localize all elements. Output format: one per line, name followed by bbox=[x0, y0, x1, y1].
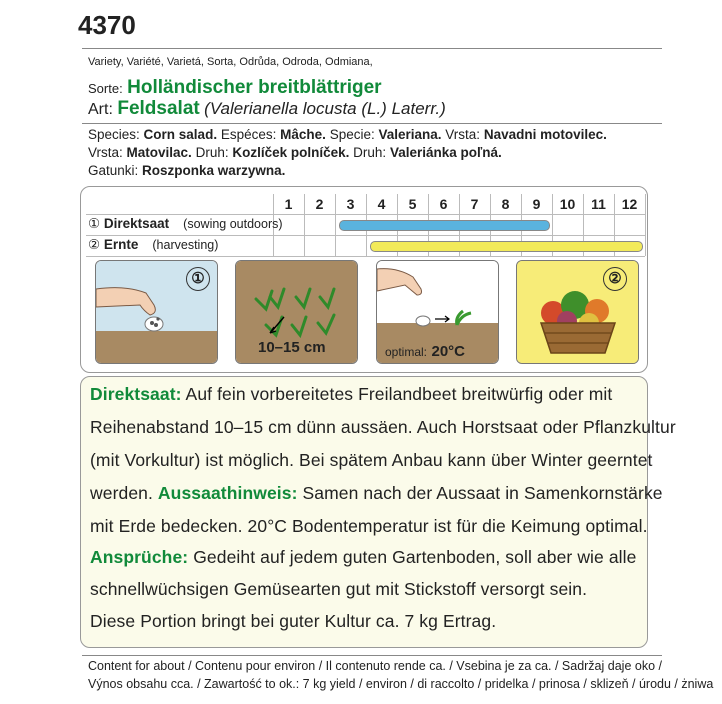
footer-divider bbox=[82, 655, 662, 656]
month-header-2: 2 bbox=[315, 196, 324, 212]
row-symbol: ① bbox=[88, 216, 101, 231]
month-gridline bbox=[335, 194, 336, 256]
month-header-12: 12 bbox=[621, 196, 638, 212]
art-label: Art: bbox=[88, 101, 113, 118]
species-line-1: Species: Corn salad. Espéces: Mâche. Specie: Valeriana. Vrsta: Navadni motovilec. bbox=[88, 127, 607, 142]
month-header-10: 10 bbox=[559, 196, 576, 212]
panel-sowing bbox=[95, 260, 218, 364]
panel-harvest bbox=[516, 260, 639, 364]
temperature-label: optimal: 20°C bbox=[385, 343, 465, 360]
instructions-line-2: Reihenabstand 10–15 cm dünn aussäen. Auch Horstsaat oder Pflanzkultur bbox=[90, 417, 676, 437]
footer-line-2: Výnos obsahu cca. / Zawartość to ok.: 7 kg yield / environ / di raccolto / pridelka / prinosa / sklizeň / úrodu / żniwa bbox=[88, 677, 714, 691]
row-spacing-label: 10–15 cm bbox=[258, 339, 326, 356]
product-number: 4370 bbox=[78, 10, 136, 40]
instructions-line-8: Diese Portion bringt bei guter Kultur ca. 7 kg Ertrag. bbox=[90, 611, 497, 631]
sowing-period-bar bbox=[339, 220, 550, 231]
month-gridline bbox=[645, 194, 646, 256]
sorte-label: Sorte: bbox=[88, 81, 123, 96]
calendar-row-label bbox=[88, 216, 283, 232]
month-gridline bbox=[304, 194, 305, 256]
species-divider bbox=[82, 123, 662, 124]
row-activity: Direktsaat bbox=[103, 216, 170, 231]
species-line-3: Gatunki: Roszponka warzywna. bbox=[88, 163, 286, 178]
row-gridline bbox=[86, 256, 645, 257]
art-value: Feldsalat bbox=[117, 98, 200, 119]
instructions-line-5: mit Erde bedecken. 20°C Bodentemperatur ist für die Keimung optimal. bbox=[90, 516, 648, 536]
instructions-line-3: (mit Vorkultur) ist möglich. Bei spätem Anbau kann über Winter geerntet bbox=[90, 450, 653, 470]
sorte-row bbox=[88, 77, 382, 99]
month-header-9: 9 bbox=[532, 196, 541, 212]
row-activity: Ernte bbox=[103, 237, 139, 252]
month-header-1: 1 bbox=[284, 196, 293, 212]
panel-spacing bbox=[235, 260, 358, 364]
row-gridline bbox=[86, 235, 645, 236]
month-header-4: 4 bbox=[377, 196, 386, 212]
row-symbol: ② bbox=[88, 237, 101, 252]
art-latin: (Valerianella locusta (L.) Laterr.) bbox=[204, 99, 446, 118]
species-line-2: Vrsta: Matovilac. Druh: Kozlíček polníček. Druh: Valeriánka poľná. bbox=[88, 145, 502, 160]
instructions-line-4: werden. Aussaathinweis: Samen nach der Aussaat in Samenkornstärke bbox=[90, 483, 663, 503]
row-gridline bbox=[86, 214, 645, 215]
instructions-line-6: Ansprüche: Gedeiht auf jedem guten Gartenboden, soll aber wie alle bbox=[90, 547, 637, 567]
row-note: (harvesting) bbox=[152, 238, 219, 252]
month-header-7: 7 bbox=[470, 196, 479, 212]
instructions-line-7: schnellwüchsigen Gemüsearten gut mit Stickstoff versorgt sein. bbox=[90, 579, 588, 599]
step-two-icon: ② bbox=[603, 267, 627, 291]
month-header-11: 11 bbox=[591, 196, 606, 212]
calendar-row-label bbox=[88, 237, 218, 253]
step-one-icon: ① bbox=[186, 267, 210, 291]
harvest-period-bar bbox=[370, 241, 643, 252]
instructions-line-1: Direktsaat: Auf fein vorbereitetes Freilandbeet breitwürfig oder mit bbox=[90, 384, 613, 404]
footer-line-1: Content for about / Contenu pour environ / Il contenuto rende ca. / Vsebina je za ca. / Sadržaj daje oko / bbox=[88, 659, 662, 673]
header-divider bbox=[82, 48, 662, 49]
row-note: (sowing outdoors) bbox=[183, 217, 283, 231]
panel-temperature bbox=[376, 260, 499, 364]
month-header-3: 3 bbox=[346, 196, 355, 212]
month-header-6: 6 bbox=[439, 196, 448, 212]
month-header-5: 5 bbox=[408, 196, 417, 212]
sorte-value: Holländischer breitblättriger bbox=[127, 77, 382, 98]
month-header-8: 8 bbox=[501, 196, 510, 212]
variety-languages: Variety, Variété, Varietá, Sorta, Odrůda, Odroda, Odmiana, bbox=[88, 56, 373, 68]
art-row bbox=[88, 98, 446, 120]
